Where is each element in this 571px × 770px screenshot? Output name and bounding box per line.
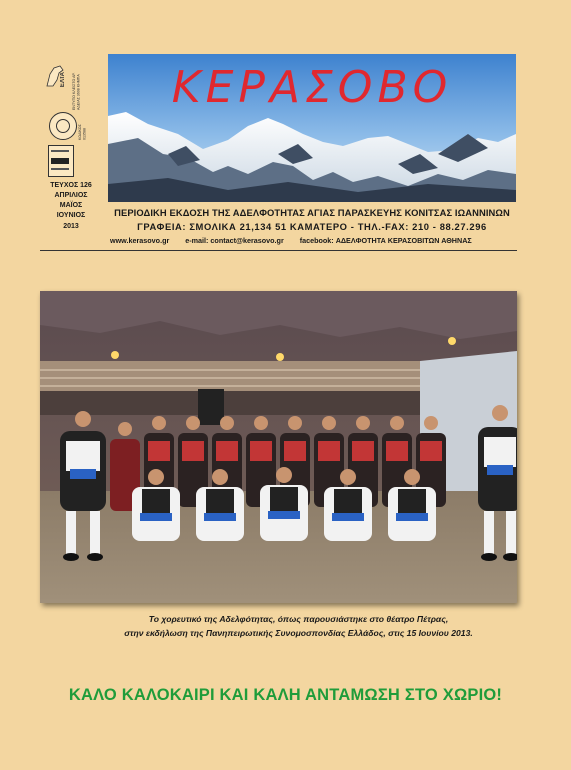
email-link[interactable]: e-mail: contact@kerasovo.gr bbox=[185, 236, 284, 245]
office-address: ΓΡΑΦΕΙΑ: ΣΜΟΛΙΚΑ 21,134 51 ΚΑΜΑΤΕΡΟ - ΤΗΛ.-FAX: 210 - 88.27.296 bbox=[137, 221, 487, 232]
facebook-link[interactable]: facebook: ΑΔΕΛΦΟΤΗΤΑ ΚΕΡΑΣΟΒΙΤΩΝ ΑΘΗΝΑΣ bbox=[299, 236, 472, 245]
website-link[interactable]: www.kerasovo.gr bbox=[110, 236, 170, 245]
publisher-line: ΠΕΡΙΟΔΙΚΗ ΕΚΔΟΣΗ ΤΗΣ ΑΔΕΛΦΟΤΗΤΑΣ ΑΓΙΑΣ ΠΑΡΑΣΚΕΥΗΣ ΚΟΝΙΤΣΑΣ ΙΩΑΝΝΙΝΩΝ bbox=[114, 207, 510, 218]
contact-line bbox=[108, 236, 516, 245]
stamp-line bbox=[51, 168, 69, 170]
postal-code-text: ΚΩΔΙΚΟΣ 013588 bbox=[78, 124, 87, 140]
issue-month: ΙΟΥΝΙΟΣ bbox=[56, 212, 86, 219]
issue-number: ΤΕΥΧΟΣ 126 bbox=[50, 182, 92, 189]
dance-group-photo bbox=[40, 291, 517, 603]
elta-bird-icon bbox=[44, 64, 66, 90]
issue-month: ΜΑΪΟΣ bbox=[59, 202, 83, 209]
stamp-block bbox=[51, 158, 69, 164]
divider bbox=[40, 250, 517, 251]
photo-caption-line: Το χορευτικό της Αδελφότητας, όπως παρουσιάστηκε στο θέατρο Πέτρας, bbox=[148, 614, 449, 624]
stamp-line bbox=[51, 150, 69, 152]
postal-seal-inner bbox=[56, 119, 70, 133]
photo-scene bbox=[40, 291, 517, 603]
elta-logo: ΕΛΤΑ bbox=[60, 72, 66, 88]
postal-permit-text: ΕΝΤΥΠΟ ΚΛΕΙΣΤΟ ΑΡ. ΑΔΕΙΑΣ 3608 ΚΗΜΠΑ bbox=[72, 72, 81, 110]
masthead-title: ΚΕΡΑΣΟΒΟ bbox=[171, 62, 453, 113]
masthead-banner bbox=[108, 54, 516, 202]
issue-month: ΑΠΡΙΛΙΟΣ bbox=[54, 192, 88, 199]
photo-caption-line: στην εκδήλωση της Πανηπειρωτικής Συνομοσπονδίας Ελλάδος, στις 15 Ιουνίου 2013. bbox=[124, 628, 473, 638]
issue-year: 2013 bbox=[63, 223, 79, 230]
summer-greeting: ΚΑΛΟ ΚΑΛΟΚΑΙΡΙ ΚΑΙ ΚΑΛΗ ΑΝΤΑΜΩΣΗ ΣΤΟ ΧΩΡΙΟ! bbox=[68, 686, 503, 704]
